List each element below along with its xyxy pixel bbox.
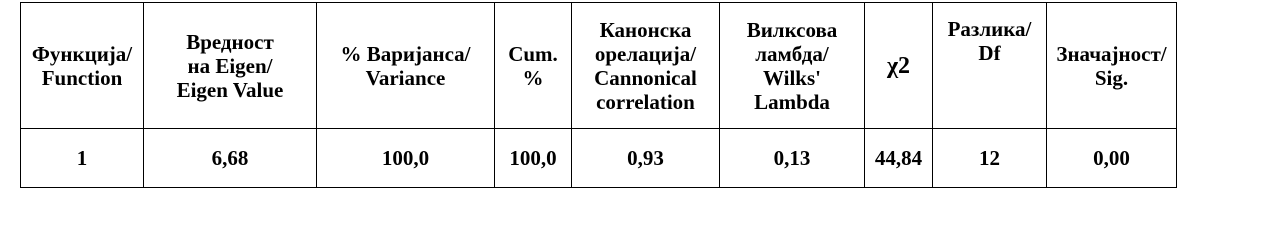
header-cumulative-label: Cum. %: [508, 41, 558, 90]
cell-eigen-value: 6,68: [144, 129, 317, 188]
header-significance-label: Значајност/ Sig.: [1056, 41, 1167, 90]
header-variance: [317, 3, 495, 129]
header-variance-label: % Варијанса/ Variance: [340, 41, 471, 90]
cell-df: 12: [933, 129, 1047, 188]
cell-canonical-correlation: 0,93: [572, 129, 720, 188]
header-eigen-value: [144, 3, 317, 129]
header-row: [21, 3, 1177, 129]
cell-function: 1: [21, 129, 144, 188]
cell-significance: 0,00: [1047, 129, 1177, 188]
header-wilks-lambda-label: Вилксова ламбда/ Wilks' Lambda: [746, 17, 838, 114]
header-cumulative: [495, 3, 572, 129]
cell-variance: 100,0: [317, 129, 495, 188]
discriminant-function-table: [20, 2, 1177, 188]
table-container: [20, 2, 1177, 188]
cell-cumulative: 100,0: [495, 129, 572, 188]
header-canonical-correlation: [572, 3, 720, 129]
table-row: [21, 129, 1177, 188]
header-significance: [1047, 3, 1177, 129]
header-wilks-lambda: [720, 3, 865, 129]
cell-chi-square: 44,84: [865, 129, 933, 188]
header-function-label: Функција/ Function: [31, 41, 133, 90]
header-eigen-value-label: Вредност на Eigen/ Eigen Value: [176, 29, 284, 102]
header-function: [21, 3, 144, 129]
header-df: [933, 3, 1047, 129]
header-canonical-correlation-label: Канонска орелација/ Cannonical correlation: [594, 17, 697, 114]
cell-wilks-lambda: 0,13: [720, 129, 865, 188]
header-df-label: Разлика/ Df: [947, 17, 1032, 65]
header-chi-square-label: χ2: [886, 52, 911, 79]
header-chi-square: [865, 3, 933, 129]
